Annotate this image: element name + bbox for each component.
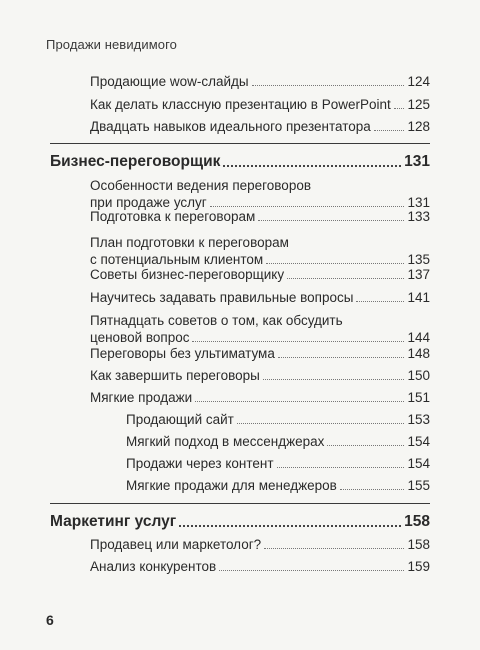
toc-entry-page: 135 (407, 252, 430, 267)
dot-leader (266, 263, 404, 264)
toc-entry-page: 151 (407, 390, 430, 405)
toc-entry-title: Советы бизнес-переговорщику (90, 267, 285, 282)
dot-leader (219, 570, 404, 571)
toc-entry-title: Продающие wow-слайды (90, 74, 249, 89)
toc-entry-title-line2: ценовой вопрос (90, 330, 190, 345)
toc-entry-page: 150 (407, 368, 430, 383)
toc-subentry-title: Продажи через контент (126, 456, 274, 471)
dot-leader (374, 130, 405, 131)
toc-entry-page: 125 (407, 97, 430, 112)
toc-entry (50, 312, 430, 346)
toc-entry (50, 558, 430, 575)
toc-section-page: 131 (404, 153, 430, 170)
toc-subentry (50, 433, 430, 450)
toc-section-page: 158 (404, 513, 430, 530)
toc-entry-page: 148 (407, 346, 430, 361)
toc-entry (50, 266, 430, 283)
toc-section-title: Маркетинг услуг (50, 513, 177, 530)
toc-subentry-title: Мягкие продажи для менеджеров (126, 478, 337, 493)
dot-leader (192, 341, 404, 342)
running-title: Продажи невидимого (46, 37, 177, 52)
toc-entry-page: 124 (407, 74, 430, 89)
toc-entry (50, 118, 430, 135)
toc-entry-title: Продавец или маркетолог? (90, 537, 262, 552)
toc-subentry-page: 154 (407, 434, 430, 449)
toc-entry-title-line1: Пятнадцать советов о том, как обсудить (90, 313, 343, 328)
dot-leader (258, 220, 404, 221)
toc-entry-title: Анализ конкурентов (90, 559, 217, 574)
dot-leader (223, 165, 401, 167)
dot-leader (179, 525, 401, 527)
toc-entry (50, 96, 430, 113)
toc-section-title: Бизнес-переговорщик (50, 153, 221, 170)
toc-entry-page: 128 (407, 119, 430, 134)
toc-entry-page: 158 (407, 537, 430, 552)
dot-leader (237, 423, 405, 424)
toc-entry-page: 144 (407, 330, 430, 345)
dot-leader (263, 379, 405, 380)
toc-entry (50, 367, 430, 384)
toc-entry-title: Подготовка к переговорам (90, 209, 256, 224)
toc-subentry-title: Продающий сайт (126, 412, 234, 427)
toc-entry (50, 389, 430, 406)
toc-entry (50, 234, 430, 268)
toc-section-heading (50, 512, 430, 532)
toc-entry-page: 137 (407, 267, 430, 282)
toc-subentry-page: 154 (407, 456, 430, 471)
toc-entry-page: 131 (407, 195, 430, 210)
toc-entry-title: Научитесь задавать правильные вопросы (90, 290, 354, 305)
toc-entry-title: Двадцать навыков идеального презентатора (90, 119, 371, 134)
dot-leader (195, 401, 404, 402)
dot-leader (278, 357, 405, 358)
dot-leader (340, 489, 405, 490)
toc-entry-title-line1: Особенности ведения переговоров (90, 178, 312, 193)
toc-subentry-title: Мягкий подход в мессенджерах (126, 434, 325, 449)
dot-leader (394, 108, 405, 109)
toc-entry (50, 536, 430, 553)
toc-subentry (50, 455, 430, 472)
toc-subentry (50, 477, 430, 494)
dot-leader (264, 548, 404, 549)
toc-subentry (50, 411, 430, 428)
toc-subentry-page: 155 (407, 478, 430, 493)
toc-entry-page: 133 (407, 209, 430, 224)
toc-section-heading (50, 152, 430, 172)
toc-entry-title-line1: План подготовки к переговорам (90, 235, 289, 250)
dot-leader (277, 467, 405, 468)
toc-entry (50, 289, 430, 306)
toc-entry (50, 73, 430, 90)
toc-entry-title-line2: с потенциальным клиентом (90, 252, 264, 267)
dot-leader (210, 206, 405, 207)
dot-leader (252, 85, 405, 86)
page-number: 6 (46, 612, 54, 628)
toc-entry (50, 208, 430, 225)
dot-leader (287, 278, 404, 279)
toc-subentry-page: 153 (407, 412, 430, 427)
toc-entry (50, 345, 430, 362)
toc-entry-title: Как делать классную презентацию в PowerPoint (90, 97, 391, 112)
dot-leader (356, 301, 404, 302)
toc-entry-title: Как завершить переговоры (90, 368, 260, 383)
section-divider (50, 503, 430, 504)
toc-entry (50, 177, 430, 211)
toc-entry-title: Переговоры без ультиматума (90, 346, 275, 361)
toc-entry-title: Мягкие продажи (90, 390, 193, 405)
dot-leader (327, 445, 404, 446)
toc-entry-title-line2: при продаже услуг (90, 195, 207, 210)
toc-entry-page: 141 (407, 290, 430, 305)
section-divider (50, 143, 430, 144)
toc-entry-page: 159 (407, 559, 430, 574)
